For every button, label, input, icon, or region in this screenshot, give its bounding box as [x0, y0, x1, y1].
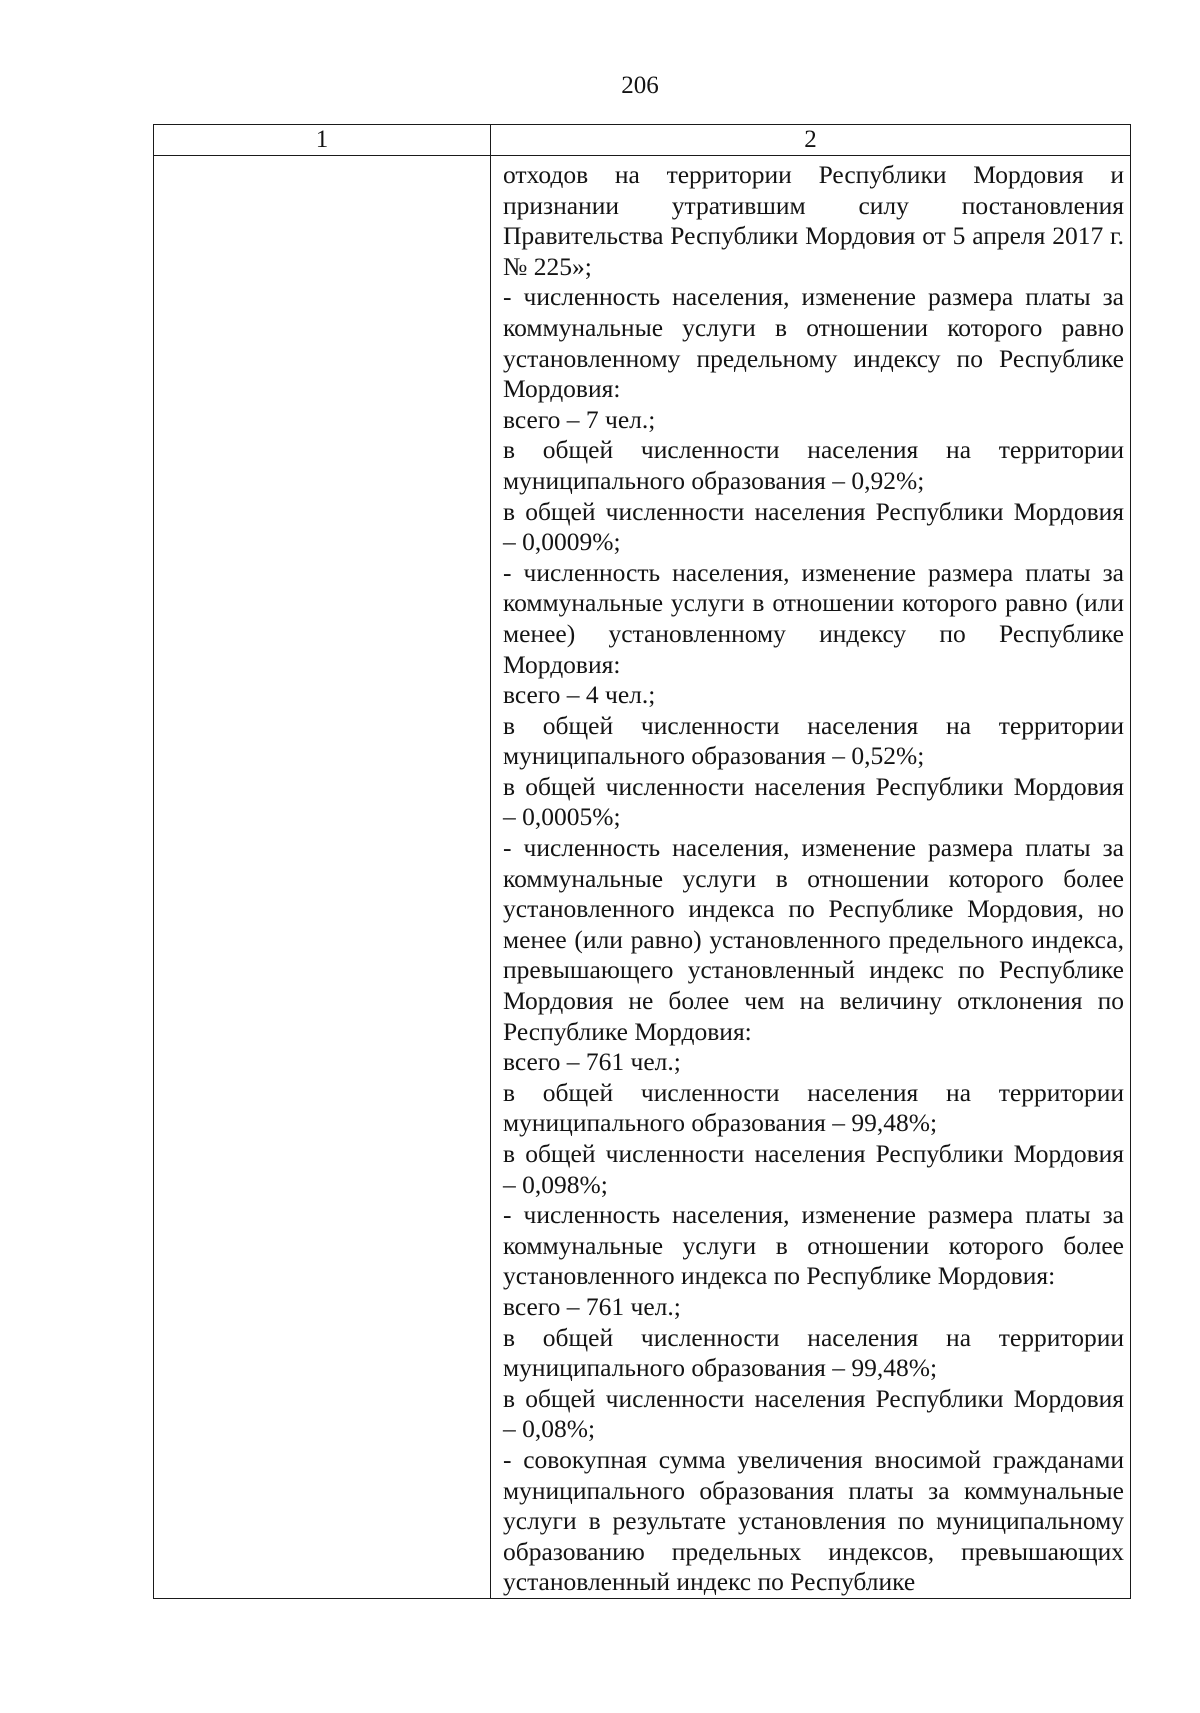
table-cell-column-1: [154, 156, 491, 1599]
column-header-2: 2: [491, 125, 1131, 156]
cell-text-body: [503, 160, 1124, 1598]
paragraph-republic-share: в общей численности населения Республики Мордовия – 0,098%;: [503, 1139, 1124, 1199]
table-row: [154, 156, 1131, 1599]
paragraph-population-equal-limit-index: - численность населения, изменение размера платы за коммунальные услуги в отношении которого равно установленному предельному индексу по Республике Мордовия:: [503, 282, 1124, 404]
paragraph-republic-share: в общей численности населения Республики Мордовия – 0,0005%;: [503, 771, 1124, 832]
paragraph-total-payment-increase: - совокупная сумма увеличения вносимой гражданами муниципального образования платы за коммунальные услуги в результате установления по муниципальному образованию предельных индексов, превышающих установленный индекс по Республике: [503, 1444, 1124, 1597]
paragraph-total: всего – 4 чел.;: [503, 680, 656, 710]
paragraph-republic-share: в общей численности населения Республики Мордовия – 0,08%;: [503, 1383, 1124, 1444]
document-table: [153, 124, 1131, 1599]
paragraph-total: всего – 7 чел.;: [503, 404, 656, 434]
table-cell-column-2: [491, 156, 1131, 1599]
paragraph-total: всего – 761 чел.;: [503, 1291, 681, 1321]
paragraph-municipal-share: в общей численности населения на территории муниципального образования – 99,48%;: [503, 1077, 1124, 1138]
paragraph-continuation: отходов на территории Республики Мордовия и признании утратившим силу постановления Правительства Республики Мордовия от 5 апреля 2017 г. № 225»;: [503, 160, 1124, 281]
table-header-row: [154, 125, 1131, 156]
paragraph-municipal-share: в общей численности населения на территории муниципального образования – 0,52%;: [503, 710, 1124, 771]
paragraph-republic-share: в общей численности населения Республики Мордовия – 0,0009%;: [503, 496, 1124, 557]
paragraph-municipal-share: в общей численности населения на территории муниципального образования – 0,92%;: [503, 435, 1124, 495]
paragraph-population-between-indexes: - численность населения, изменение размера платы за коммунальные услуги в отношении которого более установленного индекса по Республике Мордовия, но менее (или равно) установленного предельного индекса, превышающего установленный индекс по Республике Мордовия не более чем на величину отклонения по Республике Мордовия:: [503, 833, 1124, 1046]
paragraph-population-above-index: - численность населения, изменение размера платы за коммунальные услуги в отношении которого более установленного индекса по Республике Мордовия:: [503, 1200, 1124, 1291]
page-number: 206: [621, 72, 659, 99]
paragraph-population-equal-or-less-index: - численность населения, изменение размера платы за коммунальные услуги в отношении которого равно (или менее) установленному индексу по Республике Мордовия:: [503, 557, 1124, 679]
paragraph-total: всего – 761 чел.;: [503, 1047, 681, 1077]
table-header: [154, 125, 1131, 156]
paragraph-municipal-share: в общей численности населения на территории муниципального образования – 99,48%;: [503, 1322, 1124, 1383]
column-header-1: 1: [154, 125, 491, 156]
